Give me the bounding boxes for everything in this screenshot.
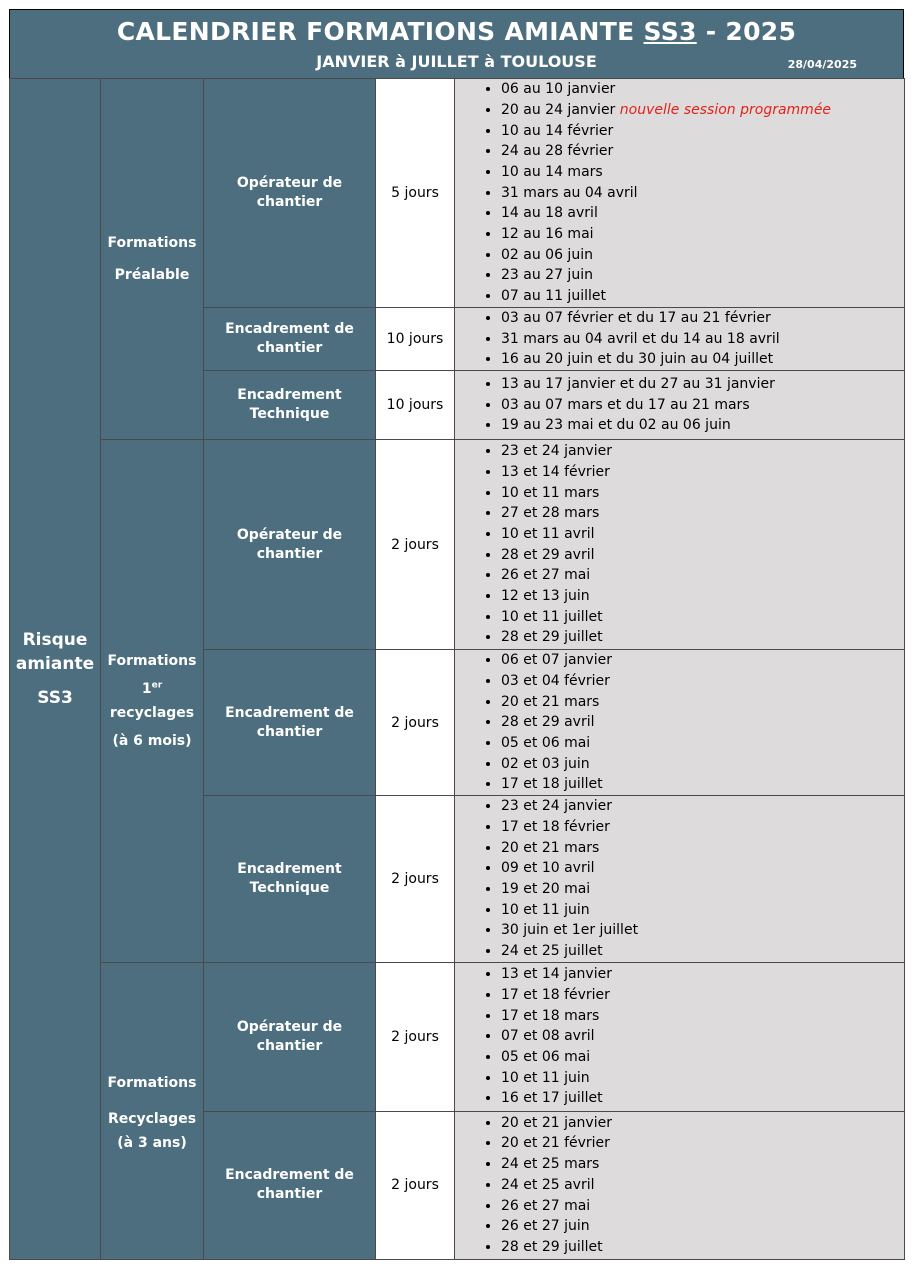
role-cell — [204, 962, 376, 1111]
dates-cell — [455, 1111, 905, 1259]
date-item: • 05 et 06 mai — [501, 733, 904, 754]
calendar-body — [10, 79, 905, 1260]
role-label: chantier — [256, 194, 323, 210]
dates-list — [455, 1113, 904, 1258]
dates-cell — [455, 371, 905, 440]
date-item: • 24 et 25 juillet — [501, 941, 904, 962]
role-label: Technique — [249, 879, 330, 896]
page-title — [10, 17, 903, 46]
dates-cell — [455, 79, 905, 308]
date-item: • 06 au 10 janvier — [501, 79, 904, 100]
date-item: • 03 au 07 février et du 17 au 21 février — [501, 308, 904, 329]
role-label: Encadrement — [237, 860, 342, 877]
date-item: • 02 et 03 juin — [501, 754, 904, 775]
date-item: • 19 et 20 mai — [501, 879, 904, 900]
role-label: chantier — [256, 1186, 323, 1203]
date-item: • 30 juin et 1er juillet — [501, 920, 904, 941]
date-item: • 10 et 11 mars — [501, 483, 904, 504]
date-item: • 28 et 29 avril — [501, 545, 904, 566]
date-item: • 03 et 04 février — [501, 671, 904, 692]
dates-list — [455, 79, 904, 307]
title-underlined: SS3 — [643, 17, 697, 46]
table-row — [10, 79, 905, 308]
date-item: • 13 au 17 janvier et du 27 au 31 janvier — [501, 374, 904, 395]
role-label: Encadrement de — [225, 704, 354, 721]
duration-cell: 5 jours — [376, 79, 455, 308]
group-label: Recyclages — [107, 1110, 197, 1127]
date-item: • 10 et 11 avril — [501, 524, 904, 545]
date-item: • 28 et 29 juillet — [501, 1237, 904, 1258]
new-session-note: nouvelle session programmée — [619, 101, 832, 118]
role-label: Encadrement de — [225, 1167, 354, 1184]
group-label: (à 6 mois) — [112, 732, 192, 749]
role-cell — [204, 79, 376, 308]
date-item: • 06 et 07 janvier — [501, 650, 904, 671]
title-suffix: - 2025 — [696, 17, 797, 46]
date-item: • 26 et 27 mai — [501, 565, 904, 586]
group-label: recyclages — [109, 704, 195, 721]
role-cell — [204, 650, 376, 796]
date-item: • 07 et 08 avril — [501, 1026, 904, 1047]
date-item: • 26 et 27 juin — [501, 1216, 904, 1237]
category-line: amiante — [15, 653, 95, 674]
dates-cell — [455, 440, 905, 650]
date-item: • 19 au 23 mai et du 02 au 06 juin — [501, 415, 904, 436]
dates-list — [455, 964, 904, 1109]
dates-cell — [455, 796, 905, 963]
duration-cell: 10 jours — [376, 308, 455, 371]
dates-cell — [455, 308, 905, 371]
header-banner — [9, 9, 904, 79]
date-item: • 23 et 24 janvier — [501, 441, 904, 462]
group-label: (à 3 ans) — [117, 1134, 187, 1151]
date-item: • 26 et 27 mai — [501, 1196, 904, 1217]
date-item: • 20 et 21 mars — [501, 838, 904, 859]
dates-cell — [455, 962, 905, 1111]
duration-cell: 2 jours — [376, 1111, 455, 1259]
date-item: • 10 et 11 juin — [501, 900, 904, 921]
duration-cell: 10 jours — [376, 371, 455, 440]
dates-list — [455, 796, 904, 962]
date-item: • 23 au 27 juin — [501, 265, 904, 286]
table-row — [10, 440, 905, 650]
date-item: • 31 mars au 04 avril et du 14 au 18 avril — [501, 329, 904, 350]
date-item: • 17 et 18 juillet — [501, 774, 904, 795]
category-line: SS3 — [37, 687, 73, 708]
calendar-page — [9, 9, 904, 1258]
date-item: • 03 au 07 mars et du 17 au 21 mars — [501, 395, 904, 416]
date-item: • 10 et 11 juin — [501, 1068, 904, 1089]
role-cell — [204, 440, 376, 650]
date-item: • 17 et 18 février — [501, 817, 904, 838]
date-item: • 10 au 14 février — [501, 121, 904, 142]
group-label: Préalable — [114, 267, 190, 284]
title-prefix: CALENDRIER FORMATIONS AMIANTE — [116, 17, 644, 46]
group-label: Formations — [107, 235, 197, 252]
date-item: • 20 et 21 février — [501, 1133, 904, 1154]
role-label: Encadrement — [237, 387, 342, 404]
date-item: • 12 au 16 mai — [501, 224, 904, 245]
date-item: • 27 et 28 mars — [501, 503, 904, 524]
role-label: Opérateur de — [236, 1018, 343, 1035]
group-cell-prealable — [101, 79, 204, 440]
date-item: • 13 et 14 janvier — [501, 964, 904, 985]
role-cell — [204, 371, 376, 440]
group-cell-recyclages-6-mois — [101, 440, 204, 963]
date-item: • 14 au 18 avril — [501, 203, 904, 224]
page-subtitle: JANVIER à JUILLET à TOULOUSE — [316, 52, 597, 71]
role-label: chantier — [256, 1037, 323, 1054]
date-item: • 23 et 24 janvier — [501, 796, 904, 817]
duration-cell: 2 jours — [376, 796, 455, 963]
role-label: Opérateur de — [236, 175, 343, 191]
date-item: • 28 et 29 juillet — [501, 627, 904, 648]
dates-cell — [455, 650, 905, 796]
role-cell — [204, 1111, 376, 1259]
date-item: • 07 au 11 juillet — [501, 286, 904, 307]
training-calendar-table — [9, 78, 905, 1260]
date-item: • 24 et 25 avril — [501, 1175, 904, 1196]
role-label: chantier — [256, 340, 323, 357]
date-item: • 10 et 11 juillet — [501, 607, 904, 628]
group-cell-recyclages-3-ans — [101, 962, 204, 1259]
table-row — [10, 962, 905, 1111]
date-item: • 17 et 18 février — [501, 985, 904, 1006]
group-label: Formations — [107, 1074, 197, 1091]
group-label: 1er — [141, 680, 163, 697]
date-item: • 17 et 18 mars — [501, 1006, 904, 1027]
date-item: • 05 et 06 mai — [501, 1047, 904, 1068]
role-cell — [204, 308, 376, 371]
role-cell — [204, 796, 376, 963]
dates-list — [455, 650, 904, 795]
date-item: • 24 au 28 février — [501, 141, 904, 162]
role-label: Technique — [249, 406, 330, 423]
duration-cell: 2 jours — [376, 650, 455, 796]
date-item: • 16 au 20 juin et du 30 juin au 04 juillet — [501, 349, 904, 370]
duration-cell: 2 jours — [376, 440, 455, 650]
date-item: • 31 mars au 04 avril — [501, 183, 904, 204]
duration-cell: 2 jours — [376, 962, 455, 1111]
date-item: • 10 au 14 mars — [501, 162, 904, 183]
date-item: • 20 au 24 janvier nouvelle session programmée — [501, 100, 904, 121]
date-item: • 09 et 10 avril — [501, 858, 904, 879]
dates-list — [455, 374, 904, 436]
date-item: • 20 et 21 mars — [501, 692, 904, 713]
date-item: • 24 et 25 mars — [501, 1154, 904, 1175]
date-item: • 28 et 29 avril — [501, 712, 904, 733]
role-label: chantier — [256, 545, 323, 562]
dates-list — [455, 441, 904, 648]
group-label: Formations — [107, 652, 197, 669]
dates-list — [455, 308, 904, 370]
category-line: Risque — [22, 629, 88, 650]
date-item: • 20 et 21 janvier — [501, 1113, 904, 1134]
category-cell — [10, 79, 101, 1260]
role-label: Encadrement de — [225, 321, 354, 338]
date-item: • 12 et 13 juin — [501, 586, 904, 607]
role-label: chantier — [256, 723, 323, 740]
update-date: 28/04/2025 — [787, 58, 857, 71]
date-item: • 13 et 14 février — [501, 462, 904, 483]
date-item: • 02 au 06 juin — [501, 245, 904, 266]
date-item: • 16 et 17 juillet — [501, 1088, 904, 1109]
role-label: Opérateur de — [236, 526, 343, 543]
